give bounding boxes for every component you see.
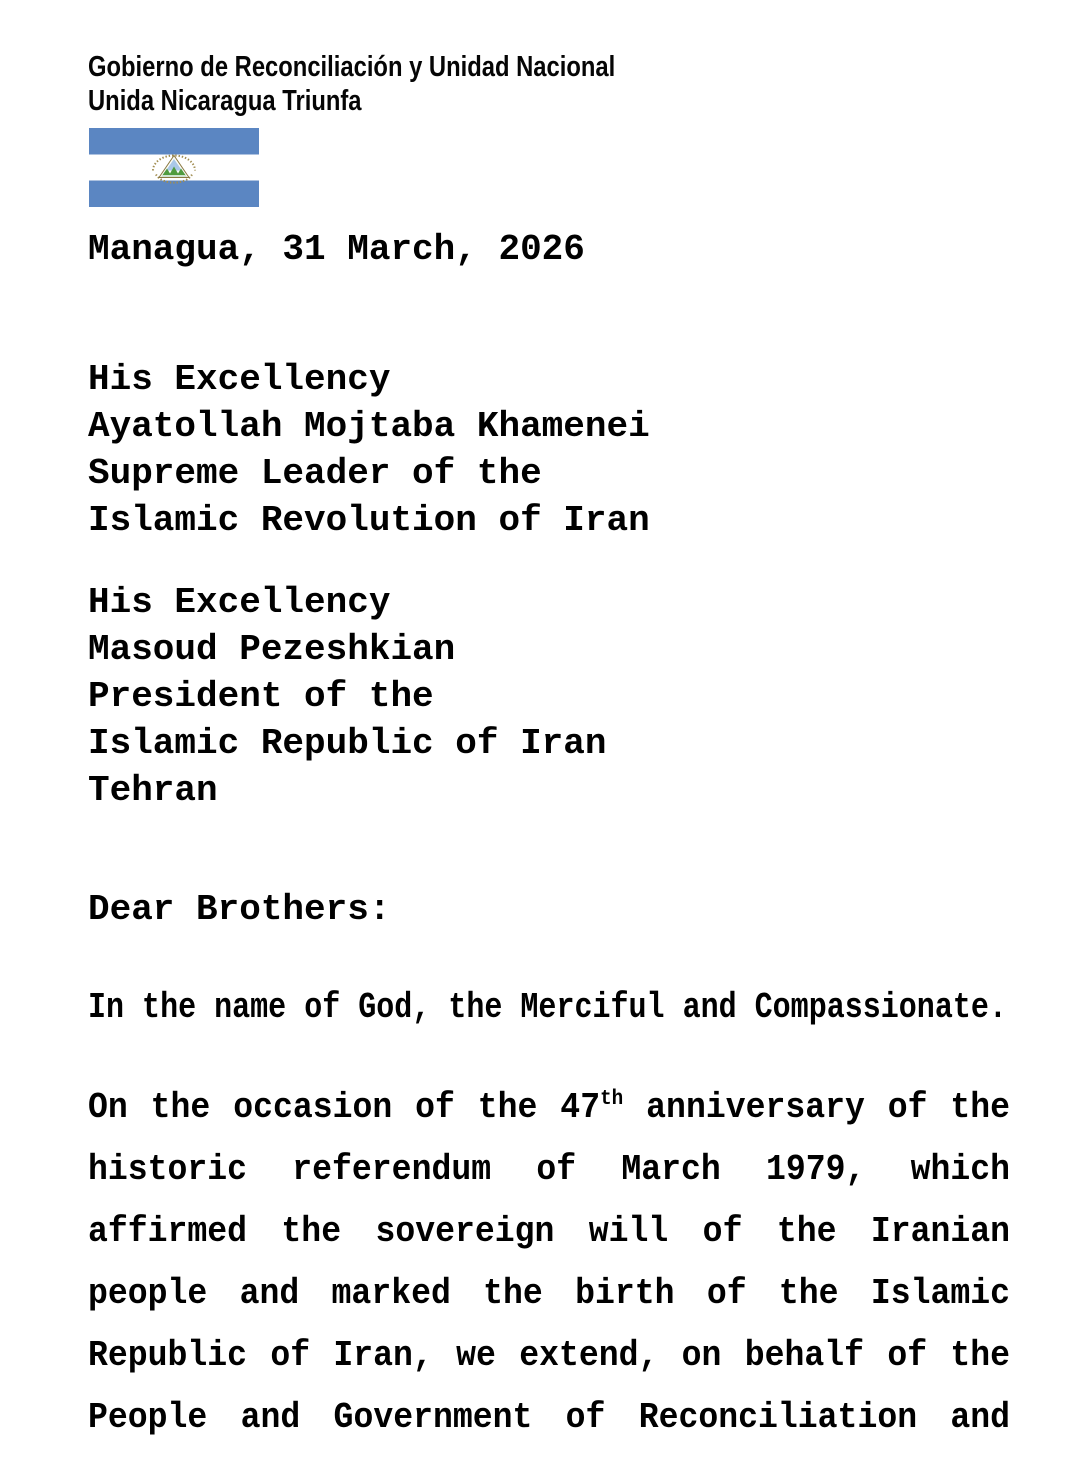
paragraph-line (88, 1077, 1010, 1139)
paragraph-line: Republic of Iran, we extend, on behalf of the (88, 1335, 1011, 1376)
recipient-line: His Excellency (88, 582, 391, 623)
nicaragua-flag (89, 128, 259, 207)
letterhead-line-2: Unida Nicaragua Triunfa (88, 85, 362, 117)
paragraph-line: people and marked the birth of the Islamic (88, 1273, 1011, 1314)
recipient-line: His Excellency (88, 359, 391, 400)
nicaragua-flag-image (89, 128, 259, 207)
recipient-line: Tehran (88, 770, 218, 811)
paragraph-line: affirmed the sovereign will of the Iranian (88, 1211, 1011, 1252)
body-paragraph (88, 1077, 1078, 1449)
paragraph-line: historic referendum of March 1979, which (88, 1149, 1011, 1190)
paragraph-line-end: anniversary of the (623, 1087, 1011, 1128)
recipient-line: Islamic Revolution of Iran (88, 500, 650, 541)
paragraph-line-start: On the occasion of the 47 (88, 1087, 601, 1128)
salutation: Dear Brothers: (88, 889, 391, 930)
flag-stripe-top (89, 128, 259, 155)
flag-stripe-bottom (89, 181, 259, 208)
superscript-ordinal: th (600, 1088, 624, 1111)
dateline: Managua, 31 March, 2026 (88, 229, 585, 270)
recipient-line: President of the (88, 676, 434, 717)
letterhead-line-1: Gobierno de Reconciliación y Unidad Nacional (88, 51, 616, 83)
recipient-block-supreme-leader (88, 356, 650, 544)
invocation-line: In the name of God, the Merciful and Compassionate. (88, 987, 1007, 1028)
recipient-block-president (88, 579, 606, 814)
recipient-line: Masoud Pezeshkian (88, 629, 456, 670)
emblem-water (162, 175, 186, 177)
recipient-line: Supreme Leader of the (88, 453, 542, 494)
recipient-line: Islamic Republic of Iran (88, 723, 607, 764)
recipient-line: Ayatollah Mojtaba Khamenei (88, 406, 650, 447)
letterhead (88, 50, 615, 118)
paragraph-line: People and Government of Reconciliation and (88, 1397, 1011, 1438)
